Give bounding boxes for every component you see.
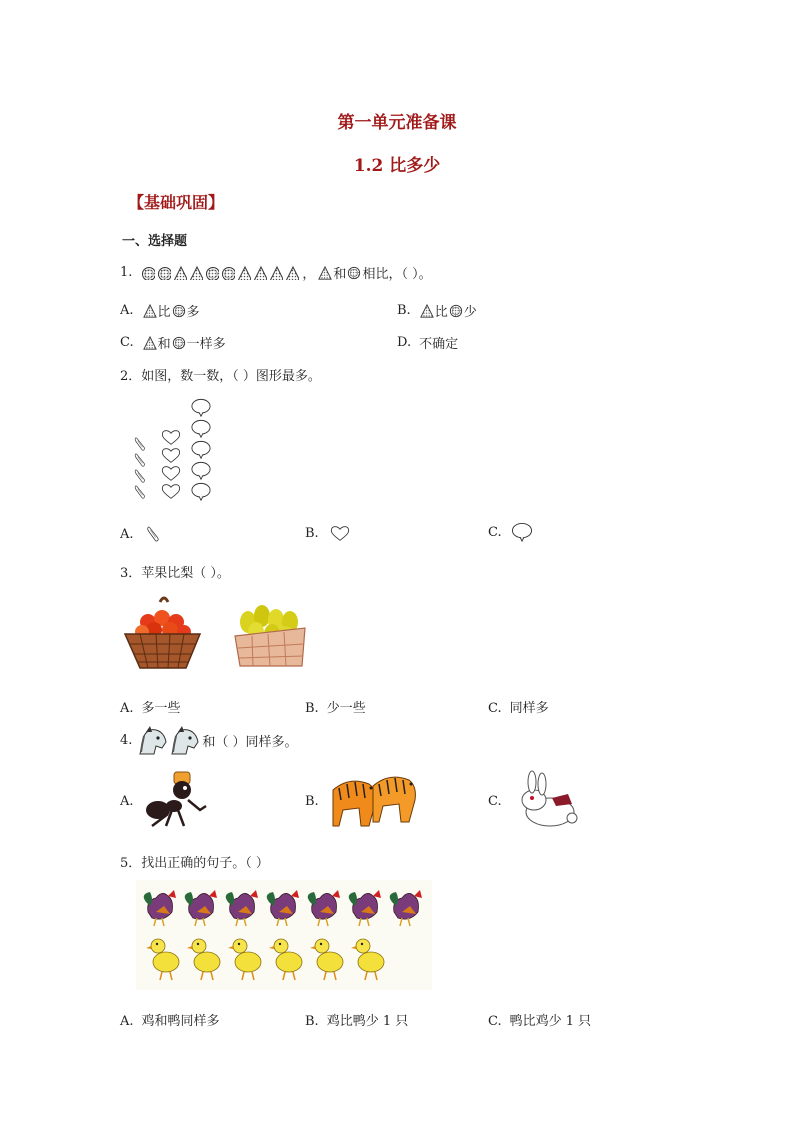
- page-title: 第一单元准备课: [337, 113, 457, 133]
- fruit-baskets-image: [120, 592, 310, 674]
- balloon-icon: [192, 399, 210, 416]
- rooster-image: [144, 890, 176, 926]
- balloon-icon: [192, 420, 210, 437]
- question-4: 4. 和（ ）同样多。: [120, 724, 298, 756]
- clip-icon: [135, 454, 144, 467]
- heart-icon: [162, 449, 179, 463]
- rooster-image: [267, 890, 299, 926]
- triangle-dotted-icon: [143, 336, 157, 350]
- triangle-dotted-icon: [285, 266, 299, 280]
- triangle-dotted-icon: [173, 266, 187, 280]
- circle-dotted-icon: [221, 266, 235, 280]
- heart-icon: [162, 485, 179, 499]
- duckling-image: [269, 939, 302, 980]
- section-heading: 【基础巩固】: [128, 193, 225, 212]
- page-subtitle: 1.2 比多少: [353, 156, 441, 176]
- clip-icon: [135, 470, 144, 483]
- triangle-dotted-icon: [318, 266, 332, 280]
- q4-option-c[interactable]: C.: [488, 770, 582, 832]
- triangle-dotted-icon: [269, 266, 283, 280]
- q1-option-d[interactable]: D. 不确定: [397, 335, 459, 352]
- balloon-icon: [192, 441, 210, 458]
- balloon-icon: [510, 522, 534, 543]
- triangle-dotted-icon: [189, 266, 203, 280]
- clip-icon: [135, 438, 144, 451]
- q2-option-a[interactable]: A.: [120, 525, 160, 543]
- circle-dotted-icon: [172, 304, 186, 318]
- rooster-image: [349, 890, 381, 926]
- rooster-image: [308, 890, 340, 926]
- q3-option-a[interactable]: A. 多一些: [120, 701, 181, 716]
- clip-icon: [144, 525, 160, 543]
- heart-icon: [162, 467, 179, 481]
- q5-option-c[interactable]: C. 鸭比鸡少 1 只: [488, 1014, 592, 1029]
- circle-dotted-icon: [449, 304, 463, 318]
- question-1-text: 相比，（ ）。: [362, 267, 432, 282]
- question-2: 2．如图，数一数，（ ）图形最多。: [120, 369, 321, 384]
- circle-dotted-icon: [172, 336, 186, 350]
- circle-dotted-icon: [141, 266, 155, 280]
- duckling-image: [146, 939, 179, 980]
- clip-icon: [135, 486, 144, 499]
- shape-sequence: [140, 266, 300, 280]
- q4-option-b[interactable]: B.: [305, 770, 421, 832]
- q5-option-a[interactable]: A. 鸡和鸭同样多: [120, 1014, 220, 1029]
- q2-option-b[interactable]: B.: [305, 525, 351, 542]
- question-1-and: 和: [333, 267, 347, 282]
- balloon-icon: [192, 462, 210, 479]
- q1-option-a[interactable]: A. 比 多: [120, 303, 200, 320]
- shapes-figure: [130, 396, 220, 508]
- duckling-image: [228, 939, 261, 980]
- question-3: 3．苹果比梨（ ）。: [120, 566, 230, 581]
- apple-basket-image: [125, 598, 200, 668]
- duckling-image: [187, 939, 220, 980]
- question-5: 5．找出正确的句子。（ ）: [120, 856, 269, 871]
- circle-dotted-icon: [205, 266, 219, 280]
- q2-option-c[interactable]: C.: [488, 522, 534, 543]
- heart-icon: [329, 525, 351, 542]
- duckling-image: [351, 939, 384, 980]
- ant-image: [144, 770, 214, 832]
- q4-option-a[interactable]: A.: [120, 770, 214, 832]
- rooster-image: [226, 890, 258, 926]
- tiger-image: [329, 770, 421, 832]
- pear-basket-image: [235, 605, 305, 666]
- duckling-image: [310, 939, 343, 980]
- q3-option-b[interactable]: B. 少一些: [305, 701, 366, 716]
- triangle-dotted-icon: [143, 304, 157, 318]
- part-heading: 一、选择题: [122, 234, 188, 249]
- q3-option-c[interactable]: C. 同样多: [488, 701, 549, 716]
- triangle-dotted-icon: [420, 304, 434, 318]
- circle-dotted-icon: [347, 266, 361, 280]
- rooster-image: [390, 890, 422, 926]
- horse-image: [136, 724, 202, 756]
- q1-option-c[interactable]: C. 和 一样多: [120, 335, 226, 352]
- triangle-dotted-icon: [237, 266, 251, 280]
- circle-dotted-icon: [157, 266, 171, 280]
- heart-icon: [162, 431, 179, 445]
- q5-option-b[interactable]: B. 鸡比鸭少 1 只: [305, 1014, 409, 1029]
- rabbit-image: [512, 770, 582, 832]
- q1-option-b[interactable]: B. 比 少: [397, 303, 477, 320]
- rooster-image: [185, 890, 217, 926]
- triangle-dotted-icon: [253, 266, 267, 280]
- question-1: 1. ， 和 相比，（ ）。: [120, 265, 432, 282]
- balloon-icon: [192, 483, 210, 500]
- birds-figure: [136, 880, 432, 990]
- question-1-number: 1.: [120, 265, 133, 280]
